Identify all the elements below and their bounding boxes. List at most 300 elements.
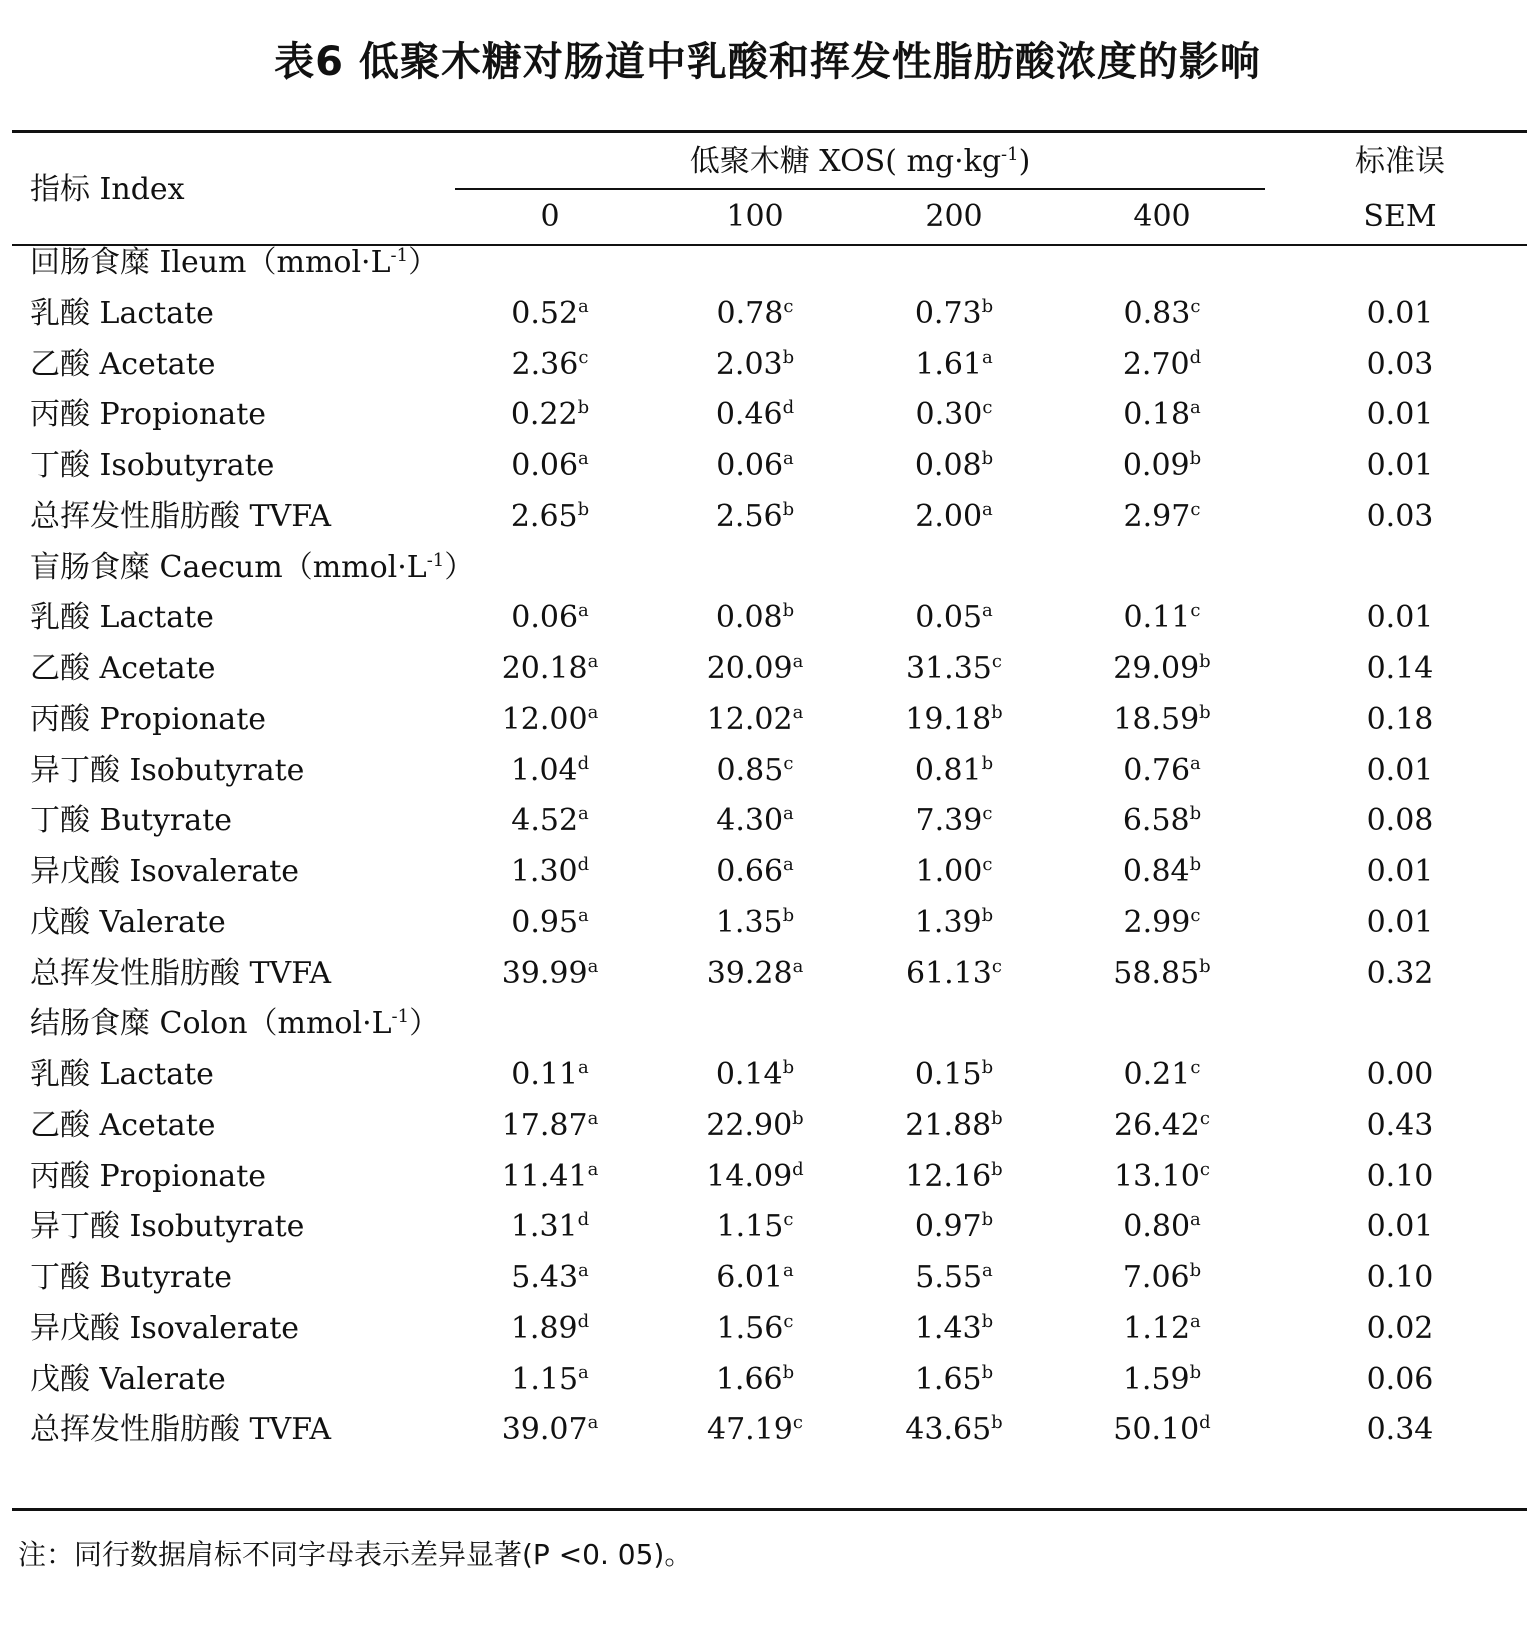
row-label: 丙酸 Propionate — [30, 397, 267, 432]
value-cell — [460, 499, 640, 535]
section-title-text: 结肠食糜 Colon（mmol·L — [30, 1006, 392, 1041]
value-superscript: b — [1199, 651, 1211, 672]
value-superscript: b — [981, 448, 994, 469]
value-cell — [665, 600, 845, 636]
value-number: 1.30 — [510, 854, 578, 889]
value-cell — [665, 905, 845, 941]
value-cell — [460, 1057, 640, 1093]
value-superscript: c — [1190, 1057, 1201, 1078]
value-superscript: c — [783, 1311, 794, 1332]
value-number: 12.00 — [501, 702, 588, 737]
value-cell — [1072, 651, 1252, 687]
value-cell — [864, 1159, 1044, 1195]
value-cell — [1072, 1260, 1252, 1296]
value-superscript: a — [587, 956, 599, 977]
value-superscript: b — [792, 1108, 804, 1129]
value-number: 0.78 — [716, 296, 784, 331]
row-label: 总挥发性脂肪酸 TVFA — [30, 499, 332, 534]
value-superscript: a — [783, 854, 794, 875]
value-cell — [1072, 1159, 1252, 1195]
sem-cell: 0.01 — [1366, 905, 1434, 940]
value-number: 58.85 — [1113, 956, 1200, 991]
value-number: 20.18 — [501, 651, 588, 686]
value-superscript: a — [982, 600, 993, 621]
value-number: 2.56 — [715, 499, 783, 534]
value-cell — [1072, 1311, 1252, 1347]
value-cell — [1072, 448, 1252, 484]
row-label: 丁酸 Butyrate — [30, 803, 232, 838]
value-superscript: b — [782, 499, 795, 520]
value-number: 0.84 — [1122, 854, 1190, 889]
header-xos-text: 低聚木糖 XOS( mg·kg — [689, 144, 1002, 179]
value-cell — [1072, 956, 1252, 992]
value-number: 0.76 — [1123, 753, 1191, 788]
value-superscript: b — [991, 702, 1003, 723]
value-cell — [1072, 702, 1252, 738]
value-superscript: a — [587, 651, 599, 672]
value-number: 21.88 — [905, 1108, 992, 1143]
value-cell — [1072, 499, 1252, 535]
value-superscript: a — [587, 702, 599, 723]
value-superscript: c — [991, 651, 1002, 672]
value-superscript: d — [792, 1159, 804, 1180]
value-number: 0.80 — [1123, 1209, 1191, 1244]
sem-cell: 0.32 — [1366, 956, 1434, 991]
value-number: 0.06 — [716, 448, 784, 483]
value-superscript: b — [981, 1311, 994, 1332]
value-cell — [1072, 600, 1252, 636]
header-index: 指标 Index — [30, 172, 185, 207]
value-cell — [665, 1159, 845, 1195]
value-cell — [665, 651, 845, 687]
value-superscript: a — [1190, 753, 1201, 774]
value-number: 1.04 — [510, 753, 578, 788]
value-number: 0.81 — [914, 753, 982, 788]
value-number: 1.12 — [1123, 1311, 1191, 1346]
value-number: 0.09 — [1122, 448, 1190, 483]
value-superscript: a — [578, 803, 589, 824]
value-number: 2.65 — [510, 499, 578, 534]
value-superscript: a — [578, 1057, 589, 1078]
value-number: 12.02 — [706, 702, 793, 737]
value-cell — [460, 397, 640, 433]
value-number: 0.11 — [511, 1057, 579, 1092]
value-superscript: a — [578, 1260, 589, 1281]
value-cell — [665, 347, 845, 383]
value-cell — [460, 1311, 640, 1347]
row-label: 丁酸 Isobutyrate — [30, 448, 275, 483]
table-note: 注：同行数据肩标不同字母表示差异显著(P <0. 05)。 — [18, 1538, 693, 1571]
section-title — [30, 550, 474, 586]
value-cell — [1072, 1412, 1252, 1448]
section-title — [30, 245, 438, 281]
value-cell — [460, 1108, 640, 1144]
value-cell — [460, 1362, 640, 1398]
value-number: 0.21 — [1123, 1057, 1191, 1092]
row-label: 戊酸 Valerate — [30, 1362, 226, 1397]
value-cell — [460, 1209, 640, 1245]
value-number: 29.09 — [1113, 651, 1200, 686]
value-number: 0.06 — [511, 600, 579, 635]
value-cell — [665, 702, 845, 738]
value-number: 7.39 — [915, 803, 983, 838]
section-title-close: ） — [408, 245, 439, 280]
section-title-text: 回肠食糜 Ileum（mmol·L — [30, 245, 391, 280]
value-number: 7.06 — [1122, 1260, 1190, 1295]
value-cell — [864, 651, 1044, 687]
value-cell — [665, 1311, 845, 1347]
row-label: 异戊酸 Isovalerate — [30, 1311, 300, 1346]
value-superscript: a — [578, 600, 589, 621]
value-number: 2.00 — [915, 499, 983, 534]
value-superscript: a — [587, 1159, 599, 1180]
value-superscript: b — [991, 1159, 1003, 1180]
value-superscript: c — [1190, 600, 1201, 621]
value-superscript: a — [783, 803, 794, 824]
value-cell — [1072, 1108, 1252, 1144]
value-number: 0.46 — [715, 397, 783, 432]
value-cell — [1072, 397, 1252, 433]
section-title-text: 盲肠食糜 Caecum（mmol·L — [30, 550, 427, 585]
row-label: 异丁酸 Isobutyrate — [30, 753, 305, 788]
value-number: 39.07 — [501, 1412, 588, 1447]
value-superscript: a — [578, 905, 589, 926]
value-cell — [460, 1260, 640, 1296]
value-number: 1.65 — [914, 1362, 982, 1397]
sem-cell: 0.01 — [1366, 854, 1434, 889]
value-superscript: d — [577, 753, 590, 774]
value-cell — [460, 1159, 640, 1195]
value-number: 1.59 — [1122, 1362, 1190, 1397]
value-cell — [665, 1412, 845, 1448]
value-superscript: c — [1199, 1159, 1210, 1180]
value-superscript: d — [577, 854, 590, 875]
value-superscript: d — [1199, 1412, 1211, 1433]
value-number: 50.10 — [1113, 1412, 1200, 1447]
header-sem-cn: 标准误 — [1355, 144, 1445, 179]
value-cell — [460, 347, 640, 383]
value-superscript: c — [1199, 1108, 1210, 1129]
section-title-sup: -1 — [426, 550, 445, 571]
value-superscript: b — [1189, 448, 1202, 469]
value-number: 18.59 — [1113, 702, 1200, 737]
sem-cell: 0.08 — [1366, 803, 1434, 838]
value-cell — [864, 702, 1044, 738]
value-number: 6.58 — [1122, 803, 1190, 838]
value-number: 0.66 — [716, 854, 784, 889]
value-cell — [864, 296, 1044, 332]
row-label: 乳酸 Lactate — [30, 1057, 214, 1092]
row-label: 乳酸 Lactate — [30, 296, 214, 331]
value-cell — [1072, 905, 1252, 941]
header-xos-close: ) — [1018, 144, 1031, 179]
value-cell — [1072, 803, 1252, 839]
value-superscript: d — [577, 1209, 590, 1230]
value-number: 0.08 — [715, 600, 783, 635]
value-superscript: b — [1189, 854, 1202, 875]
value-number: 0.14 — [715, 1057, 783, 1092]
value-cell — [864, 347, 1044, 383]
section-title-sup: -1 — [391, 1006, 410, 1027]
value-cell — [460, 600, 640, 636]
row-label: 乳酸 Lactate — [30, 600, 214, 635]
row-label: 乙酸 Acetate — [30, 651, 216, 686]
value-superscript: b — [577, 397, 590, 418]
value-superscript: c — [792, 1412, 803, 1433]
value-cell — [864, 397, 1044, 433]
value-cell — [864, 1057, 1044, 1093]
value-cell — [665, 1260, 845, 1296]
value-number: 2.97 — [1123, 499, 1191, 534]
value-cell — [460, 753, 640, 789]
value-superscript: b — [782, 1362, 795, 1383]
value-superscript: b — [1189, 1260, 1202, 1281]
header-dose-0: 0 — [540, 199, 560, 234]
value-cell — [665, 956, 845, 992]
value-number: 2.70 — [1122, 347, 1190, 382]
value-cell — [460, 1412, 640, 1448]
value-number: 6.01 — [716, 1260, 784, 1295]
value-number: 19.18 — [905, 702, 992, 737]
value-cell — [864, 803, 1044, 839]
value-number: 4.52 — [511, 803, 579, 838]
value-cell — [460, 803, 640, 839]
value-cell — [1072, 1362, 1252, 1398]
value-superscript: c — [783, 296, 794, 317]
value-superscript: c — [783, 1209, 794, 1230]
value-number: 1.39 — [914, 905, 982, 940]
value-number: 1.31 — [510, 1209, 578, 1244]
value-number: 0.18 — [1123, 397, 1191, 432]
value-cell — [665, 296, 845, 332]
value-number: 2.99 — [1123, 905, 1191, 940]
sem-cell: 0.06 — [1366, 1362, 1434, 1397]
sem-cell: 0.10 — [1366, 1159, 1434, 1194]
value-number: 47.19 — [707, 1412, 793, 1447]
value-cell — [864, 956, 1044, 992]
value-superscript: c — [783, 753, 794, 774]
row-label: 丙酸 Propionate — [30, 1159, 267, 1194]
value-superscript: a — [982, 347, 993, 368]
sem-cell: 0.00 — [1366, 1057, 1434, 1092]
value-number: 1.56 — [716, 1311, 784, 1346]
value-superscript: b — [981, 1209, 994, 1230]
value-superscript: b — [981, 1362, 994, 1383]
value-superscript: b — [1189, 803, 1202, 824]
value-superscript: a — [1190, 1209, 1201, 1230]
table-title: 表6 低聚木糖对肠道中乳酸和挥发性脂肪酸浓度的影响 — [274, 39, 1261, 85]
value-number: 20.09 — [706, 651, 793, 686]
value-superscript: c — [982, 854, 993, 875]
sem-cell: 0.03 — [1366, 499, 1434, 534]
value-superscript: d — [1189, 347, 1202, 368]
value-superscript: a — [982, 1260, 993, 1281]
value-number: 1.61 — [915, 347, 983, 382]
row-label: 戊酸 Valerate — [30, 905, 226, 940]
value-cell — [665, 1362, 845, 1398]
value-superscript: a — [1190, 1311, 1201, 1332]
sem-cell: 0.01 — [1366, 397, 1434, 432]
value-number: 0.83 — [1123, 296, 1191, 331]
value-superscript: b — [782, 905, 795, 926]
value-superscript: c — [1190, 499, 1201, 520]
value-number: 13.10 — [1114, 1159, 1200, 1194]
value-superscript: a — [792, 651, 804, 672]
value-number: 61.13 — [906, 956, 992, 991]
table-bottom-rule — [12, 1508, 1527, 1511]
sem-cell: 0.43 — [1366, 1108, 1434, 1143]
value-cell — [665, 1108, 845, 1144]
value-number: 11.41 — [501, 1159, 588, 1194]
value-number: 1.15 — [511, 1362, 579, 1397]
value-number: 1.00 — [915, 854, 983, 889]
value-cell — [864, 1260, 1044, 1296]
value-cell — [1072, 854, 1252, 890]
value-superscript: c — [982, 803, 993, 824]
value-superscript: a — [783, 448, 794, 469]
value-number: 0.52 — [511, 296, 579, 331]
value-number: 1.35 — [715, 905, 783, 940]
value-number: 17.87 — [501, 1108, 588, 1143]
value-cell — [864, 1311, 1044, 1347]
row-label: 总挥发性脂肪酸 TVFA — [30, 1412, 332, 1447]
sem-cell: 0.01 — [1366, 448, 1434, 483]
value-number: 2.36 — [511, 347, 579, 382]
value-number: 39.99 — [501, 956, 588, 991]
value-cell — [864, 1412, 1044, 1448]
value-superscript: a — [783, 1260, 794, 1281]
value-number: 0.85 — [716, 753, 784, 788]
sem-cell: 0.01 — [1366, 1209, 1434, 1244]
value-superscript: b — [1189, 1362, 1202, 1383]
value-superscript: a — [587, 1412, 599, 1433]
value-cell — [864, 499, 1044, 535]
sem-cell: 0.01 — [1366, 296, 1434, 331]
xos-span-rule — [455, 188, 1265, 190]
value-cell — [665, 753, 845, 789]
value-number: 12.16 — [905, 1159, 992, 1194]
value-superscript: c — [1190, 296, 1201, 317]
section-title-sup: -1 — [390, 245, 409, 266]
section-title — [30, 1006, 439, 1042]
header-sem-en: SEM — [1363, 199, 1437, 234]
value-number: 0.97 — [914, 1209, 982, 1244]
value-superscript: b — [991, 1108, 1003, 1129]
sem-cell: 0.01 — [1366, 600, 1434, 635]
value-cell — [1072, 753, 1252, 789]
value-superscript: b — [782, 347, 795, 368]
row-label: 丁酸 Butyrate — [30, 1260, 232, 1295]
value-cell — [1072, 347, 1252, 383]
value-number: 0.05 — [915, 600, 983, 635]
value-cell — [460, 956, 640, 992]
value-superscript: b — [577, 499, 590, 520]
value-superscript: b — [1199, 702, 1211, 723]
value-superscript: b — [782, 600, 795, 621]
section-title-close: ） — [444, 550, 475, 585]
row-label: 异戊酸 Isovalerate — [30, 854, 300, 889]
value-cell — [460, 905, 640, 941]
value-superscript: a — [587, 1108, 599, 1129]
value-superscript: c — [1190, 905, 1201, 926]
value-number: 4.30 — [716, 803, 784, 838]
value-superscript: a — [982, 499, 993, 520]
value-cell — [460, 651, 640, 687]
value-superscript: c — [578, 347, 589, 368]
value-cell — [665, 1057, 845, 1093]
value-number: 0.06 — [511, 448, 579, 483]
value-number: 14.09 — [706, 1159, 793, 1194]
sem-cell: 0.01 — [1366, 753, 1434, 788]
sem-cell: 0.02 — [1366, 1311, 1434, 1346]
value-cell — [665, 854, 845, 890]
value-cell — [1072, 1057, 1252, 1093]
sem-cell: 0.14 — [1366, 651, 1434, 686]
value-superscript: a — [1190, 397, 1201, 418]
value-number: 5.43 — [511, 1260, 579, 1295]
value-cell — [665, 803, 845, 839]
value-number: 0.95 — [511, 905, 579, 940]
value-superscript: b — [981, 1057, 994, 1078]
value-superscript: b — [981, 905, 994, 926]
value-cell — [864, 600, 1044, 636]
value-cell — [1072, 296, 1252, 332]
value-superscript: a — [792, 956, 804, 977]
value-superscript: d — [782, 397, 795, 418]
value-superscript: b — [782, 1057, 795, 1078]
value-cell — [460, 296, 640, 332]
value-cell — [864, 854, 1044, 890]
sem-cell: 0.18 — [1366, 702, 1434, 737]
section-title-close: ） — [409, 1006, 440, 1041]
value-superscript: a — [578, 1362, 589, 1383]
value-number: 1.15 — [716, 1209, 784, 1244]
value-number: 0.22 — [510, 397, 578, 432]
header-xos — [455, 144, 1265, 180]
row-label: 丙酸 Propionate — [30, 702, 267, 737]
row-label: 乙酸 Acetate — [30, 347, 216, 382]
value-cell — [864, 905, 1044, 941]
value-number: 39.28 — [706, 956, 793, 991]
value-superscript: b — [981, 296, 994, 317]
value-cell — [864, 1209, 1044, 1245]
value-cell — [665, 1209, 845, 1245]
header-dose-400: 400 — [1133, 199, 1191, 234]
value-number: 0.73 — [914, 296, 982, 331]
value-number: 0.30 — [915, 397, 983, 432]
table-top-rule — [12, 130, 1527, 133]
value-number: 0.08 — [914, 448, 982, 483]
value-cell — [864, 753, 1044, 789]
header-dose-200: 200 — [925, 199, 983, 234]
row-label: 异丁酸 Isobutyrate — [30, 1209, 305, 1244]
sem-cell: 0.34 — [1366, 1412, 1434, 1447]
value-cell — [864, 448, 1044, 484]
value-number: 22.90 — [706, 1108, 793, 1143]
value-superscript: b — [1199, 956, 1211, 977]
value-cell — [665, 397, 845, 433]
value-cell — [665, 499, 845, 535]
value-number: 2.03 — [715, 347, 783, 382]
value-number: 0.11 — [1123, 600, 1191, 635]
value-number: 43.65 — [905, 1412, 992, 1447]
value-cell — [460, 854, 640, 890]
row-label: 总挥发性脂肪酸 TVFA — [30, 956, 332, 991]
value-number: 0.15 — [914, 1057, 982, 1092]
value-superscript: c — [991, 956, 1002, 977]
value-superscript: d — [577, 1311, 590, 1332]
value-superscript: a — [578, 296, 589, 317]
